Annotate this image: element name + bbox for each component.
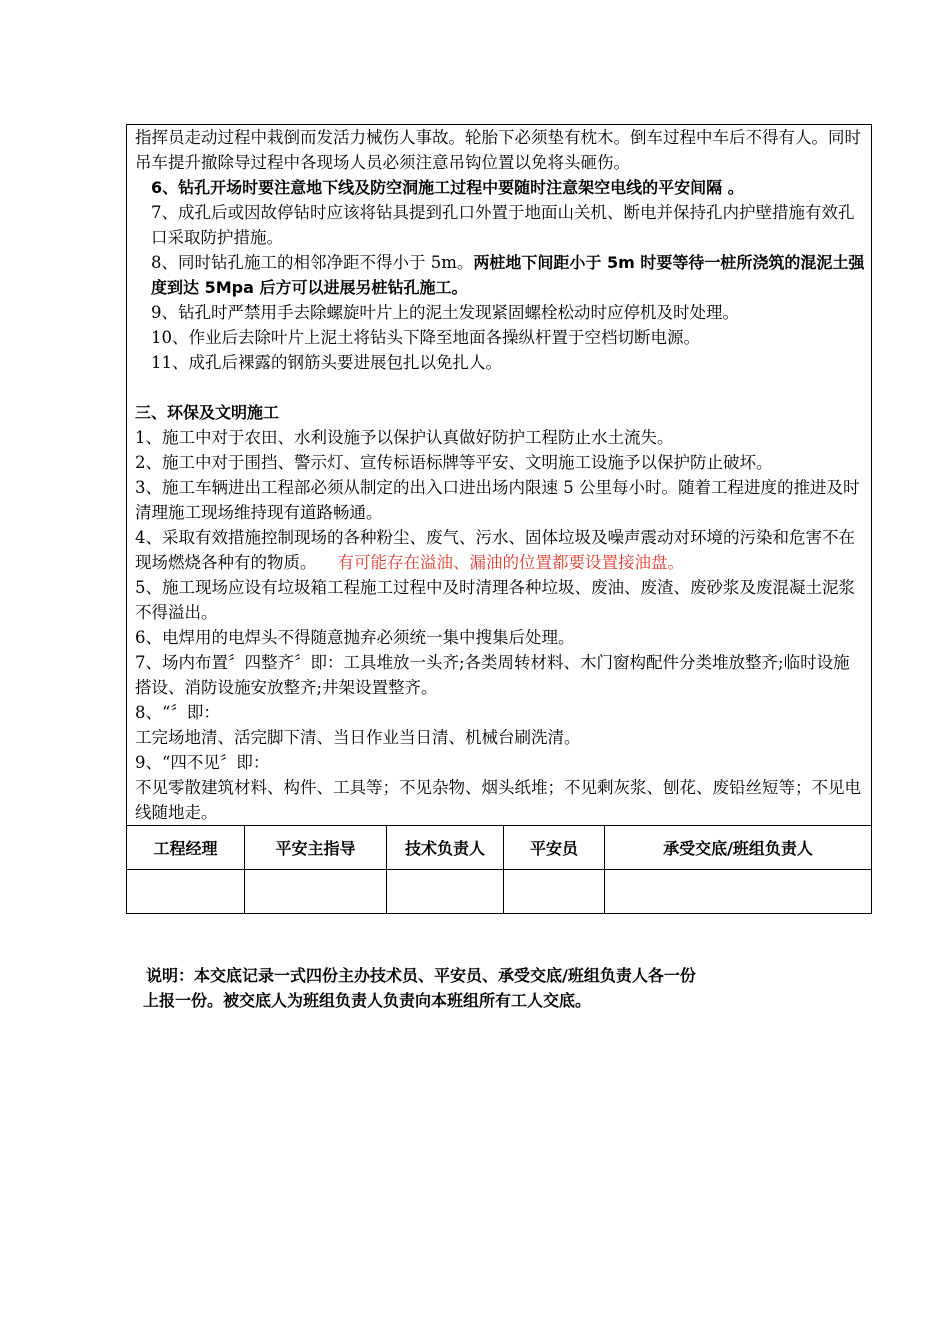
paragraph-item-7: 7、成孔后或因故停钻时应该将钻具提到孔口外置于地面山关机、断电并保持孔内护壁措施有效孔口采取防护措施。: [151, 203, 855, 247]
env-item-9: 9、“四不见〞即：: [135, 753, 270, 772]
signature-blank-row: [127, 870, 872, 914]
header-safety-officer: 平安员: [504, 826, 605, 870]
env-item-3: 3、施工车辆进出工程部必须从制定的出入口进出场内限速 5 公里每小时。随着工程进度的推进及时清理施工现场维持现有道路畅通。: [135, 478, 860, 522]
document-body: [126, 124, 872, 914]
env-item-4: [135, 525, 865, 575]
signature-header-row: [127, 826, 872, 870]
item-8-bold: 两桩地下间距小于 5m 时要等待一桩所浇筑的混泥土强度到达 5Mpa 后方可以进展另桩钻孔施工。: [151, 253, 865, 297]
item-8-normal: 8、同时钻孔施工的相邻净距不得小于 5m。: [151, 253, 474, 272]
note-line-2: 上报一份。被交底人为班组负责人负责向本班组所有工人交底。: [143, 991, 592, 1010]
env-item-5: 5、施工现场应设有垃圾箱工程施工过程中及时清理各种垃圾、废油、废渣、废砂浆及废混凝土泥浆不得溢出。: [135, 578, 855, 622]
env-item-9-detail: 不见零散建筑材料、构件、工具等；不见杂物、烟头纸堆；不见剩灰浆、刨花、废铅丝短等；不见电线随地走。: [135, 778, 861, 822]
header-team-leader: 承受交底/班组负责人: [605, 826, 872, 870]
signature-table: [126, 825, 872, 914]
env-item-1: 1、施工中对于农田、水利设施予以保护认真做好防护工程防止水土流失。: [135, 428, 674, 447]
signature-cell[interactable]: [387, 870, 504, 914]
signature-cell[interactable]: [127, 870, 245, 914]
header-safety-director: 平安主指导: [245, 826, 387, 870]
header-technical-lead: 技术负责人: [387, 826, 504, 870]
env-item-4-highlight: 有可能存在溢油、漏油的位置都要设置接油盘。: [337, 553, 684, 572]
footer-note: [143, 963, 846, 1013]
signature-cell[interactable]: [504, 870, 605, 914]
blank-line: [135, 375, 865, 400]
content-cell: [126, 124, 872, 825]
signature-cell[interactable]: [245, 870, 387, 914]
env-item-4-normal: 4、采取有效措施控制现场的各种粉尘、废气、污水、固体垃圾及噪声震动对环境的污染和危害不在现场燃烧各种有的物质。: [135, 528, 855, 572]
paragraph-item-11: 11、成孔后裸露的钢筋头要进展包扎以免扎人。: [151, 353, 502, 372]
env-item-8-detail: 工完场地清、活完脚下清、当日作业当日清、机械台刷洗清。: [135, 728, 581, 747]
paragraph-item-8: [135, 250, 865, 300]
section-heading-3: 三、环保及文明施工: [135, 403, 280, 422]
note-line-1: 说明：本交底记录一式四份主办技术员、平安员、承受交底/班组负责人各一份: [146, 966, 696, 985]
paragraph-crane-safety: 指挥员走动过程中栽倒而发活力械伤人事故。轮胎下必须垫有枕木。倒车过程中车后不得有人。同时吊车提升撤除导过程中各现场人员必须注意吊钩位置以免将头砸伤。: [135, 128, 861, 172]
env-item-6: 6、电焊用的电焊头不得随意抛弃必须统一集中搜集后处理。: [135, 628, 575, 647]
env-item-2: 2、施工中对于围挡、警示灯、宣传标语标牌等平安、文明施工设施予以保护防止破坏。: [135, 453, 773, 472]
paragraph-item-6: 6、钻孔开场时要注意地下线及防空洞施工过程中要随时注意架空电线的平安间隔 。: [151, 178, 744, 197]
env-item-7: 7、场内布置〞四整齐〞即：工具堆放一头齐;各类周转材料、木门窗构配件分类堆放整齐;临时设施搭设、消防设施安放整齐;井架设置整齐。: [135, 653, 850, 697]
signature-cell[interactable]: [605, 870, 872, 914]
header-project-manager: 工程经理: [127, 826, 245, 870]
env-item-8: 8、“〞即：: [135, 703, 220, 722]
paragraph-item-9: 9、钻孔时严禁用手去除螺旋叶片上的泥土发现紧固螺栓松动时应停机及时处理。: [151, 303, 739, 322]
paragraph-item-10: 10、作业后去除叶片上泥土将钻头下降至地面各操纵杆置于空档切断电源。: [151, 328, 700, 347]
